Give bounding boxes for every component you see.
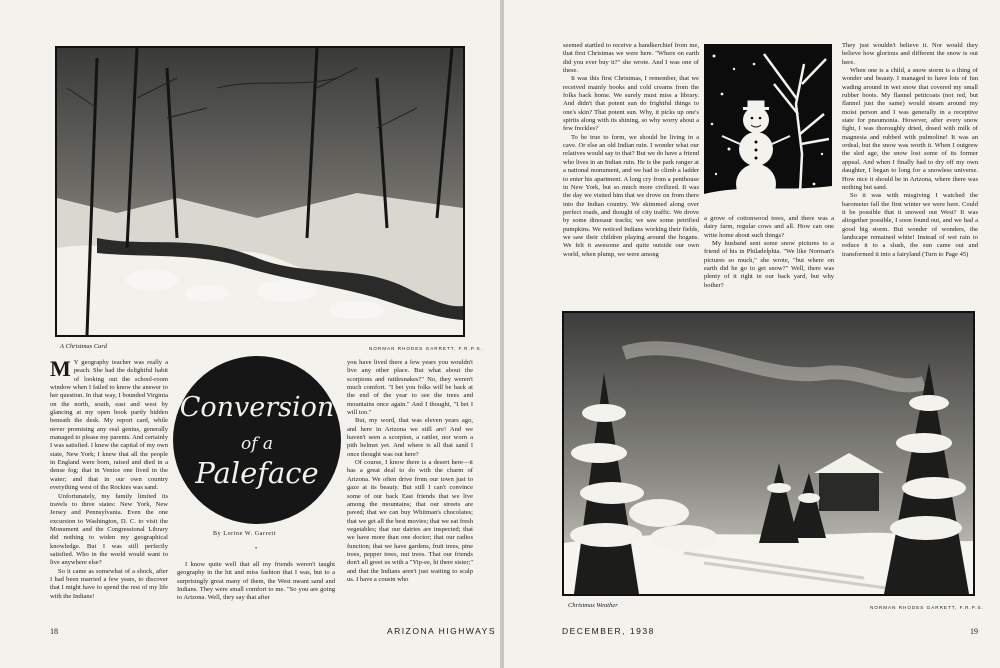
article-column-3 xyxy=(347,359,473,617)
article-column-5 xyxy=(704,215,834,300)
snowy-trees-illustration xyxy=(564,313,973,594)
title-line-3: Paleface xyxy=(195,456,319,490)
title-line-2: of a xyxy=(240,434,274,454)
paragraph: Unfortunately, my family limited its travels to three states: New York, New Jersey and Pennsylvania. Even the one excursion to Washington, D. C. to visit the Monument and the Congressional Library did nothing to widen my geographical knowledge. But I was still perfectly satisfied. Who in the world would want to live anywhere else? xyxy=(50,492,168,567)
article-column-6 xyxy=(842,42,978,300)
byline: By Lorine W. Garrett xyxy=(213,531,276,537)
paragraph: My husband sent some snow pictures to a friend of his in Philadelphia. "We like Norman's pictures so much," she wrote, "but where on earth did he go to get snow?" Well, there was plenty of it right in our back yard, but why bother? xyxy=(704,240,834,289)
byline-bullet: • xyxy=(255,546,258,552)
paragraph: To be true to form, we should be living in a cave. Or else an old Indian ruin. I wonder what our relatives would say to that? But we do have a friend who lives in an Indian ruin. He is the park ranger at a national monument, and we had to climb a ladder to enter his apartment. A long cry from a penthouse in New York, but so much more civilized. It was the day we visited him that we drove on from there into the Indian country. We skimmed along over perfect roads, and thought of city traffic. We drove by some dinosaur tracks; we saw some petrified pumpkins. We noticed Indians working their fields, we saw their children playing around the hogans. We felt it awesome and quite outside our own world, when plump, we were among xyxy=(563,133,699,258)
paragraph: They just wouldn't believe it. Nor would they believe how glorious and different the snow is out here. xyxy=(842,42,978,66)
paragraph: you have lived there a few years you wouldn't live any other place. But what about the scorpions and rattlesnakes?" No, they weren't much comfort. "I bet you folks will be back at the end of the year to see the trees and mountains once again." And I thought, "I bet I will too." xyxy=(347,359,473,417)
paragraph: So it came as somewhat of a shock, after I had been married a few years, to discover that I might have to spend the rest of my life with the Indians! xyxy=(50,567,168,600)
issue-date: DECEMBER, 1938 xyxy=(562,626,655,636)
article-column-1 xyxy=(50,359,168,616)
paragraph: So it was with misgiving I watched the barometer fall the first winter we were here. Could it be possible that it snowed out West? It was altogether possible, I soon found out, and we had a good big storm. But wonder of wonders, the landscape remained white! Instead of wet rain to reduce it to a slush, the sun came out and transformed it into a fairyland (Turn to Page 45) xyxy=(842,192,978,258)
snowman-illustration xyxy=(704,44,832,212)
paragraph: Y geography teacher was really a peach. She had the delightful habit of looking out the school-room window when I failed to know the answer to her question. In that way, I bounded Virginia on the north, south, east and west by glancing at my open book partly hidden beneath the desk. My report card, while never promising any real genius, generally managed to please my parents. And certainly I was satisfied. I knew the capital of my own state, New York; I knew that all the people in England were born, raised and died in a dense fog; that in Venice one lived in the water; and that in our own country everything west of the Rockies was sand. xyxy=(50,359,168,492)
paragraph: a grove of cottonwood trees, and there was a dairy farm, regular cows and all. How can one write home about such things? xyxy=(704,215,834,239)
right-photo-credit: NORMAN RHODES GARRETT, F.R.P.S. xyxy=(870,605,984,610)
article-column-4 xyxy=(563,42,699,300)
title-line-1: Conversion xyxy=(179,392,335,423)
paragraph: When one is a child, a snow storm is a thing of wonder and beauty. I managed to have lots of fun wading around in wet snow that covered my small rubber boots. My flannel petticoats (not red, but flannel just the same) would steam around my moist person and I was generally in a receptive state for pneumonia. However, after every snow fight, I was thoroughly dried, dosed with milk of magnesia and rubbed with pulmoline! It was an ordeal, but the snow was worth it. When I outgrew the sled age, the snow lost some of its former appeal. And when I finally had to dry off my own daughter, I began to long for a snowless universe. How nice it should be in Arizona, where there was nothing but sand. xyxy=(842,67,978,191)
page-number-left: 18 xyxy=(50,627,58,636)
drop-cap: M xyxy=(50,359,71,381)
article-column-2 xyxy=(177,561,335,617)
right-page xyxy=(504,0,1000,668)
paragraph: seemed startled to receive a handkerchief from me, that first Christmas we were here. "Where on earth did you ever buy it?" she wrote. And I was one of these. xyxy=(563,42,699,75)
left-photo-caption: A Christmas Card xyxy=(60,343,107,350)
paragraph: It was this first Christmas, I remember, that we received mainly books and cold creams from the folks back home. We surely must miss a library. And didn't that potent sun do frightful things to one's skin? That potent sun. Why, it picks up one's spirits along with its shining, so why worry about a few freckles? xyxy=(563,75,699,133)
article-title-circle xyxy=(173,356,341,524)
snowman-drawing xyxy=(704,44,832,212)
page-number-right: 19 xyxy=(970,627,978,636)
winter-creek-photo xyxy=(55,46,465,337)
paragraph: I know quite well that all my friends weren't taught geography in the hit and miss fashion that I was, but to a surprisingly great many of them, the West meant sand and Indians. They were small comfort to me. "So you are going to Arizona. Well, they say that after xyxy=(177,561,335,602)
winter-creek-illustration xyxy=(57,48,463,335)
snowy-trees-photo xyxy=(562,311,975,596)
right-photo-caption: Christmas Weather xyxy=(568,602,618,609)
paragraph: Of course, I know there is a desert here—it has a great deal to do with the charm of Arizona. We often drive from our town just to gaze at its beauty. But still I can't convince some of our back East friends that we live among the mountains; that our streets are paved; that we can buy Whitman's chocolates; that we get all the best movies; that we eat fresh vegetables; that our dairies are inspected; that we have more than one doctor; that our radios function; that we have gardens, fruit trees, pine trees, pepper trees, nut trees. That our friends don't all greet us with a "Yip-ee, hi there sister;" and that the Indians aren't just waiting to scalp us. I have a cousin who xyxy=(347,459,473,583)
magazine-name: ARIZONA HIGHWAYS xyxy=(387,626,497,636)
paragraph: But, my word, that was eleven years ago, and here in Arizona we still are! And we haven't seen a scorpion, a rattler, nor worn a pith helmet yet. And where is all that sand I once thought was out here? xyxy=(347,417,473,458)
left-photo-credit: NORMAN RHODES GARRETT, F.R.P.S. xyxy=(369,346,483,351)
